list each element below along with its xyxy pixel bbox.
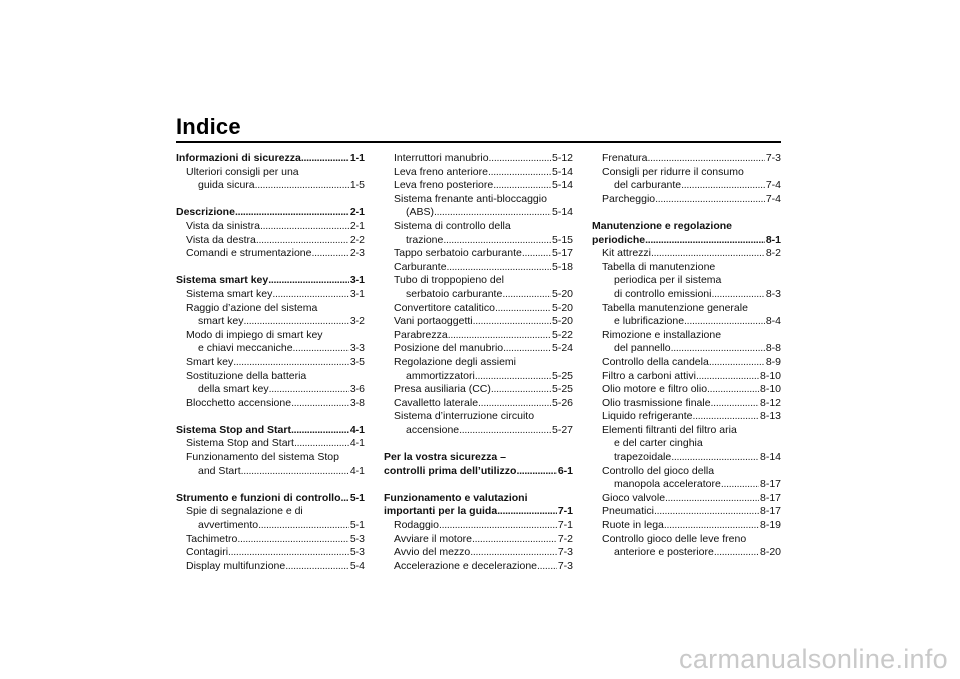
section-gap	[176, 410, 365, 424]
toc-entry[interactable]	[176, 315, 365, 329]
dot-leader	[269, 383, 349, 397]
toc-page-number: 5-26	[551, 396, 573, 409]
toc-page-number: 8-14	[759, 451, 781, 464]
dot-leader	[237, 533, 348, 547]
toc-page-number: 6-1	[557, 464, 573, 477]
toc-page-number: 5-20	[551, 315, 573, 328]
toc-entry-label: Presa ausiliaria (CC)	[394, 383, 491, 396]
toc-page-number: 5-15	[551, 233, 573, 246]
toc-page-number: 7-3	[765, 152, 781, 164]
toc-entry[interactable]	[592, 370, 781, 384]
toc-page-number: 7-3	[557, 546, 573, 559]
toc-entry-label: ammortizzatori	[406, 369, 475, 382]
toc-entry-label: Descrizione	[176, 206, 235, 219]
toc-entry-label: Avvio del mezzo	[394, 546, 471, 559]
toc-page-number: 4-1	[349, 464, 365, 477]
section-gap	[384, 478, 573, 492]
dot-leader	[714, 546, 759, 560]
toc-entry-label: Olio trasmissione finale	[602, 396, 711, 409]
toc-text-line: Spie di segnalazione e di	[186, 505, 303, 518]
toc-entry-label: Informazioni di sicurezza	[176, 152, 301, 164]
toc-entry-label: Kit attrezzi	[602, 247, 652, 260]
toc-entry[interactable]	[384, 533, 573, 547]
dot-leader	[711, 288, 764, 302]
toc-entry-label: Carburante	[394, 260, 447, 273]
toc-entry[interactable]	[176, 383, 365, 397]
toc-page-number: 5-1	[349, 491, 365, 504]
dot-leader	[472, 533, 557, 547]
toc-page-number: 8-3	[765, 287, 781, 300]
toc-section-entry[interactable]	[592, 234, 781, 248]
toc-page-number: 5-1	[349, 519, 365, 532]
toc-text-line: Controllo del gioco della	[602, 464, 715, 477]
dot-leader	[645, 234, 765, 248]
toc-entry[interactable]	[176, 220, 365, 234]
toc-section-heading-line: Per la vostra sicurezza –	[384, 451, 506, 464]
toc-section-entry[interactable]	[176, 424, 365, 438]
dot-leader	[443, 234, 551, 248]
toc-entry[interactable]	[176, 519, 365, 533]
toc-entry-label: (ABS)	[406, 206, 435, 219]
toc-entry-label: Vani portaoggetti	[394, 315, 473, 328]
toc-entry[interactable]	[384, 247, 573, 261]
toc-entry-label: Pneumatici	[602, 505, 654, 518]
toc-entry[interactable]	[592, 247, 781, 261]
toc-entry[interactable]	[384, 397, 573, 411]
dot-leader	[255, 179, 349, 193]
toc-entry[interactable]	[176, 546, 365, 560]
toc-section-heading-line: Funzionamento e valutazioni	[384, 491, 528, 504]
toc-entry[interactable]	[592, 356, 781, 370]
toc-entry-label: Ruote in lega	[602, 519, 664, 532]
toc-text-line: Funzionamento del sistema Stop	[186, 451, 339, 464]
toc-page-number: 5-25	[551, 369, 573, 382]
toc-column-2	[384, 152, 573, 573]
toc-entry-label: Display multifunzione	[186, 559, 286, 572]
dot-leader	[439, 519, 557, 533]
dot-leader	[489, 152, 551, 166]
dot-leader	[671, 451, 759, 465]
dot-leader	[447, 261, 551, 275]
toc-page-number: 5-25	[551, 383, 573, 396]
toc-text-line: Modo di impiego di smart key	[186, 328, 323, 341]
toc-page-number: 8-9	[765, 355, 781, 368]
toc-entry-label: guida sicura	[198, 179, 255, 192]
dot-leader	[491, 383, 551, 397]
dot-leader	[681, 179, 765, 193]
dot-leader	[709, 356, 765, 370]
toc-text-line: Elementi filtranti del filtro aria	[602, 423, 737, 436]
toc-entry-label: della smart key	[198, 383, 269, 396]
toc-entry-label: Blocchetto accensione	[186, 396, 292, 409]
dot-leader	[285, 560, 349, 574]
toc-entry-label: avvertimento	[198, 519, 259, 532]
dot-leader	[684, 315, 765, 329]
toc-page-number: 8-17	[759, 491, 781, 504]
toc-entry[interactable]	[176, 234, 365, 248]
toc-page-number: 4-1	[349, 437, 365, 450]
toc-page-number: 8-12	[759, 396, 781, 409]
toc-entry[interactable]	[592, 519, 781, 533]
toc-entry-label: Sistema Stop and Start	[176, 423, 291, 436]
toc-entry[interactable]	[592, 546, 781, 560]
toc-entry[interactable]	[384, 560, 573, 574]
dot-leader	[537, 560, 557, 574]
toc-entry[interactable]	[592, 152, 781, 166]
toc-page-number: 3-1	[349, 287, 365, 300]
toc-text-line: Tabella manutenzione generale	[602, 301, 748, 314]
toc-text-line: Ulteriori consigli per una	[186, 165, 299, 178]
toc-page-number: 3-5	[349, 355, 365, 368]
dot-leader	[648, 152, 765, 166]
toc-page-number: 3-2	[349, 315, 365, 328]
toc-section-entry[interactable]	[176, 206, 365, 220]
toc-entry-label: Leva freno posteriore	[394, 179, 494, 192]
toc-entry-label: Rodaggio	[394, 519, 439, 532]
dot-leader	[665, 492, 759, 506]
dot-leader	[711, 397, 759, 411]
toc-page-number: 8-1	[765, 233, 781, 246]
toc-section-entry[interactable]	[384, 465, 573, 479]
toc-page-number: 2-1	[349, 219, 365, 232]
toc-page-number: 3-1	[349, 274, 365, 287]
toc-entry[interactable]	[592, 315, 781, 329]
toc-page-number: 2-1	[349, 206, 365, 219]
dot-leader	[434, 206, 551, 220]
toc-entry-label: smart key	[198, 315, 244, 328]
dot-leader	[228, 546, 349, 560]
dot-leader	[493, 179, 551, 193]
dot-leader	[475, 370, 551, 384]
toc-entry-label: trapezoidale	[614, 451, 672, 464]
toc-entry[interactable]	[592, 492, 781, 506]
section-gap	[176, 261, 365, 275]
toc-page-number: 3-6	[349, 383, 365, 396]
toc-entry-label: Tachimetro	[186, 532, 238, 545]
toc-entry-label: Interruttori manubrio	[394, 152, 489, 164]
dot-leader	[311, 247, 348, 261]
toc-entry[interactable]	[384, 166, 573, 180]
toc-entry-label: e chiavi meccaniche	[198, 342, 293, 355]
toc-entry[interactable]	[384, 383, 573, 397]
toc-entry-label: serbatoio carburante	[406, 287, 503, 300]
toc-entry-label: Controllo della candela	[602, 355, 709, 368]
toc-entry[interactable]	[176, 397, 365, 411]
toc-text-line: Sistema d’interruzione circuito	[394, 410, 535, 423]
toc-entry[interactable]	[384, 152, 573, 166]
section-gap	[592, 206, 781, 220]
toc-entry-label: Leva freno anteriore	[394, 165, 488, 178]
toc-entry-label: Avviare il motore	[394, 532, 473, 545]
toc-entry[interactable]	[176, 356, 365, 370]
toc-entry-label: Accelerazione e decelerazione	[394, 559, 538, 572]
toc-text-line: Tabella di manutenzione	[602, 260, 716, 273]
toc-entry-label: importanti per la guida	[384, 505, 498, 518]
dot-leader	[503, 342, 551, 356]
toc-page-number: 7-2	[557, 532, 573, 545]
toc-page-number: 8-8	[765, 342, 781, 355]
toc-entry-label: Sistema Stop and Start	[186, 437, 294, 450]
toc-entry-label: periodiche	[592, 233, 646, 246]
toc-page-number: 2-2	[349, 233, 365, 246]
dot-leader	[459, 424, 551, 438]
toc-entry[interactable]	[176, 437, 365, 451]
toc-section-heading-line: Manutenzione e regolazione	[592, 219, 733, 232]
toc-entry[interactable]	[176, 342, 365, 356]
toc-entry-label: Sistema smart key	[176, 274, 269, 287]
toc-column-3	[592, 152, 781, 560]
toc-entry[interactable]	[592, 383, 781, 397]
toc-page-number: 5-14	[551, 179, 573, 192]
dot-leader	[301, 152, 349, 166]
toc-entry-label: Smart key	[186, 355, 234, 368]
toc-entry-label: Comandi e strumentazione	[186, 247, 312, 260]
toc-entry-label: e lubrificazione	[614, 315, 685, 328]
toc-entry-label: Vista da destra	[186, 233, 256, 246]
dot-leader	[272, 288, 348, 302]
toc-page-number: 5-4	[349, 559, 365, 572]
section-gap	[384, 437, 573, 451]
dot-leader	[651, 247, 765, 261]
toc-entry-label: di controllo emissioni	[614, 287, 712, 300]
toc-entry-label: Olio motore e filtro olio	[602, 383, 708, 396]
toc-page-number: 5-18	[551, 260, 573, 273]
toc-entry-label: accensione	[406, 423, 460, 436]
toc-page-number: 7-1	[557, 519, 573, 532]
watermark: carmanualsonline.info	[679, 644, 948, 674]
toc-page-number: 8-17	[759, 505, 781, 518]
toc-text-line: Sostituzione della batteria	[186, 369, 307, 382]
toc-entry[interactable]	[384, 370, 573, 384]
dot-leader	[256, 234, 349, 248]
toc-entry-label: Liquido refrigerante	[602, 410, 693, 423]
dot-leader	[671, 342, 765, 356]
toc-page-number: 3-8	[349, 396, 365, 409]
dot-leader	[293, 342, 349, 356]
toc-entry-label: Parabrezza	[394, 328, 448, 341]
toc-column-1	[176, 152, 365, 573]
dot-leader	[448, 329, 551, 343]
toc-text-line: e del carter cinghia	[614, 437, 703, 450]
dot-leader	[268, 274, 349, 288]
toc-text-line: Sistema di controllo della	[394, 219, 511, 232]
toc-page-number: 5-20	[551, 287, 573, 300]
toc-entry-label: Cavalletto laterale	[394, 396, 479, 409]
toc-entry[interactable]	[384, 329, 573, 343]
toc-text-line: Consigli per ridurre il consumo	[602, 165, 744, 178]
toc-entry[interactable]	[176, 465, 365, 479]
toc-page-number: 8-2	[765, 247, 781, 260]
toc-page-number: 7-1	[557, 505, 573, 518]
toc-page-number: 5-3	[349, 546, 365, 559]
toc-text-line: Sistema frenante anti-bloccaggio	[394, 192, 547, 205]
toc-page-number: 8-13	[759, 410, 781, 423]
dot-leader	[655, 193, 765, 207]
toc-entry-label: trazione	[406, 233, 444, 246]
dot-leader	[721, 478, 759, 492]
toc-entry-label: Filtro a carboni attivi	[602, 369, 696, 382]
toc-entry[interactable]	[176, 560, 365, 574]
toc-text-line: periodica per il sistema	[614, 274, 722, 287]
toc-page-number: 3-3	[349, 342, 365, 355]
dot-leader	[235, 206, 349, 220]
toc-page-number: 8-10	[759, 369, 781, 382]
dot-leader	[260, 220, 349, 234]
toc-entry[interactable]	[592, 478, 781, 492]
toc-entry[interactable]	[176, 288, 365, 302]
toc-entry-label: Convertitore catalitico	[394, 301, 495, 314]
toc-entry-label: Strumento e funzioni di controllo	[176, 491, 341, 504]
dot-leader	[470, 546, 557, 560]
toc-section-entry[interactable]	[176, 274, 365, 288]
dot-leader	[244, 315, 349, 329]
dot-leader	[692, 410, 759, 424]
dot-leader	[664, 519, 759, 533]
toc-entry[interactable]	[384, 546, 573, 560]
toc-page-number: 8-4	[765, 315, 781, 328]
dot-leader	[497, 505, 557, 519]
dot-leader	[707, 383, 759, 397]
dot-leader	[294, 437, 349, 451]
toc-entry[interactable]	[592, 410, 781, 424]
section-gap	[176, 193, 365, 207]
dot-leader	[522, 247, 551, 261]
toc-entry-label: Gioco valvole	[602, 491, 666, 504]
dot-leader	[654, 505, 759, 519]
toc-entry[interactable]	[592, 193, 781, 207]
dot-leader	[495, 302, 551, 316]
toc-page-number: 5-12	[551, 152, 573, 164]
toc-text-line: Regolazione degli assiemi	[394, 355, 516, 368]
toc-section-entry[interactable]	[176, 492, 365, 506]
toc-page-number: 5-20	[551, 301, 573, 314]
toc-page-number: 5-3	[349, 532, 365, 545]
toc-entry-label: del pannello	[614, 342, 671, 355]
toc-entry[interactable]	[592, 505, 781, 519]
toc-entry-label: Sistema smart key	[186, 287, 273, 300]
toc-text-line: Controllo gioco delle leve freno	[602, 532, 747, 545]
toc-entry[interactable]	[592, 342, 781, 356]
toc-entry[interactable]	[176, 533, 365, 547]
title-underline	[176, 141, 781, 143]
dot-leader	[488, 166, 551, 180]
toc-entry[interactable]	[384, 261, 573, 275]
toc-entry-label: del carburante	[614, 179, 682, 192]
page-title: Indice	[176, 114, 241, 139]
section-gap	[176, 478, 365, 492]
toc-entry-label: Frenatura	[602, 152, 648, 164]
toc-entry[interactable]	[384, 179, 573, 193]
toc-entry[interactable]	[592, 451, 781, 465]
toc-entry-label: manopola acceleratore	[614, 478, 721, 491]
toc-text-line: Tubo di troppopieno del	[394, 274, 504, 287]
toc-entry[interactable]	[384, 302, 573, 316]
toc-entry[interactable]	[384, 234, 573, 248]
toc-page-number: 2-3	[349, 247, 365, 260]
dot-leader	[478, 397, 551, 411]
toc-entry-label: Contagiri	[186, 546, 229, 559]
toc-entry[interactable]	[592, 179, 781, 193]
dot-leader	[473, 315, 551, 329]
toc-entry[interactable]	[592, 288, 781, 302]
dot-leader	[291, 424, 349, 438]
toc-page-number: 8-19	[759, 519, 781, 532]
toc-entry[interactable]	[384, 519, 573, 533]
toc-entry[interactable]	[384, 288, 573, 302]
dot-leader	[502, 288, 551, 302]
toc-text-line: Raggio d’azione del sistema	[186, 301, 318, 314]
toc-page-number: 5-14	[551, 206, 573, 219]
toc-entry-label: Tappo serbatoio carburante	[394, 247, 522, 260]
toc-page-number: 5-22	[551, 328, 573, 341]
dot-leader	[341, 492, 349, 506]
toc-entry-label: controlli prima dell’utilizzo	[384, 464, 517, 477]
toc-entry-label: Vista da sinistra	[186, 219, 260, 232]
toc-page-number: 5-17	[551, 247, 573, 260]
toc-page-number: 8-20	[759, 546, 781, 559]
toc-page-number: 8-10	[759, 383, 781, 396]
toc-page-number: 1-5	[349, 179, 365, 192]
dot-leader	[241, 465, 349, 479]
toc-page-number: 7-4	[765, 192, 781, 205]
dot-leader	[258, 519, 349, 533]
toc-page-number: 5-14	[551, 165, 573, 178]
toc-page-number: 5-24	[551, 342, 573, 355]
toc-entry[interactable]	[592, 397, 781, 411]
dot-leader	[696, 370, 759, 384]
toc-entry-label: anteriore e posteriore	[614, 546, 714, 559]
toc-page-number: 1-1	[349, 152, 365, 164]
toc-entry[interactable]	[176, 179, 365, 193]
toc-entry[interactable]	[384, 342, 573, 356]
toc-page-number: 5-27	[551, 423, 573, 436]
dot-leader	[233, 356, 349, 370]
toc-entry[interactable]	[384, 424, 573, 438]
toc-entry[interactable]	[176, 247, 365, 261]
toc-entry-label: Parcheggio	[602, 192, 656, 205]
toc-page-number: 4-1	[349, 423, 365, 436]
dot-leader	[291, 397, 349, 411]
toc-section-entry[interactable]	[384, 505, 573, 519]
toc-page-number: 8-17	[759, 478, 781, 491]
toc-entry[interactable]	[384, 315, 573, 329]
dot-leader	[516, 465, 556, 479]
toc-entry-label: Posizione del manubrio	[394, 342, 504, 355]
toc-text-line: Rimozione e installazione	[602, 328, 722, 341]
toc-section-entry[interactable]	[176, 152, 365, 166]
toc-page-number: 7-3	[557, 559, 573, 572]
toc-entry-label: and Start	[198, 464, 241, 477]
toc-page-number: 7-4	[765, 179, 781, 192]
toc-entry[interactable]	[384, 206, 573, 220]
